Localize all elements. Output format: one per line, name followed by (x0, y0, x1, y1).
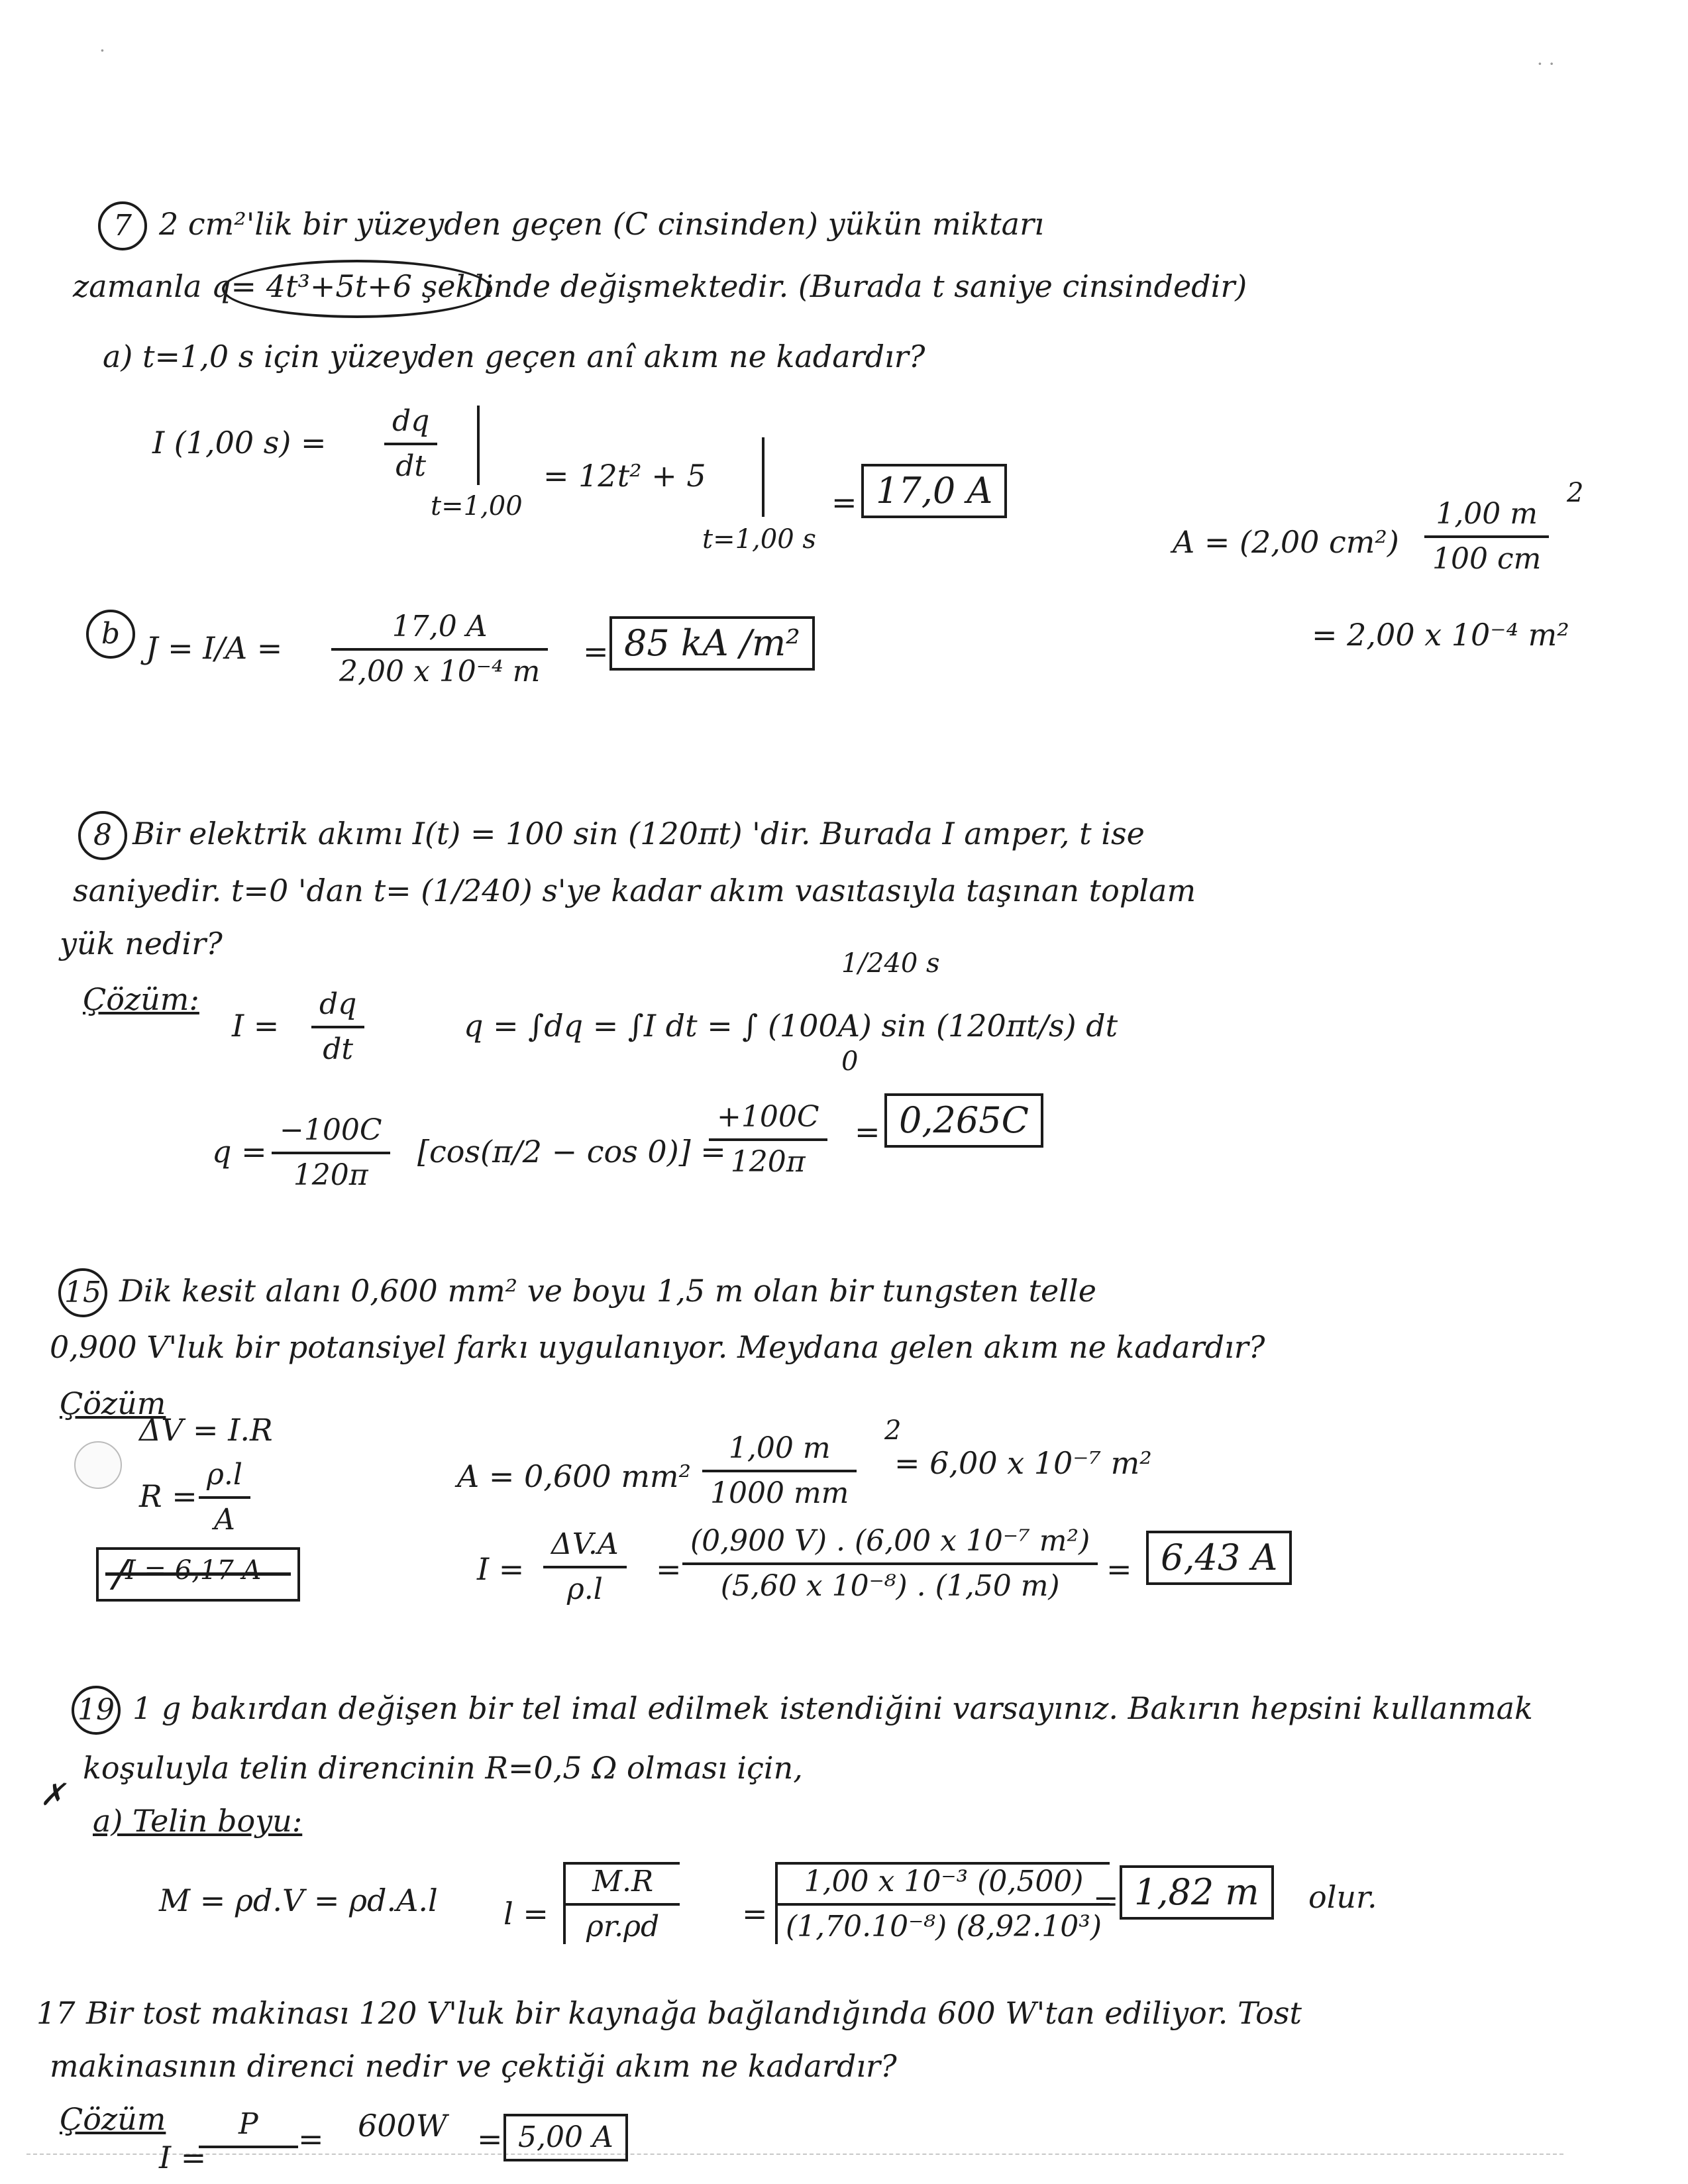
problem-15-sub-top: (0,900 V) . (6,00 x 10⁻⁷ m²) (682, 1524, 1098, 1565)
problem-19-line-2: koşuluyla telin direncinin R=0,5 Ω olması için, (83, 1750, 803, 1786)
problem-8-integral: q = ∫dq = ∫I dt = ∫ (100A) sin (120πt/s) dt (464, 1008, 1118, 1044)
problem-8-q-bottom: 120π (293, 1158, 368, 1192)
problem-19-mass: M = ρd.V = ρd.A.l (159, 1883, 438, 1918)
problem-15-area-result: = 6,00 x 10⁻⁷ m² (894, 1445, 1152, 1481)
problem-15-line-2: 0,900 V'luk bir potansiyel farkı uygulanıyor. Meydana gelen akım ne kadardır? (50, 1329, 1265, 1365)
problem-19-l-top: M.R (566, 1865, 680, 1906)
problem-7-middle: = 12t² + 5 (543, 458, 706, 494)
problem-15-sub-fraction (682, 1524, 1098, 1604)
scan-mark: · · (1537, 53, 1555, 75)
problem-15-current-result: 6,43 A (1146, 1531, 1292, 1585)
problem-15-r-lhs: R = (139, 1478, 197, 1514)
problem-15-i-lhs: I = (477, 1551, 525, 1587)
problem-7-derivative-top: dq (384, 404, 437, 445)
problem-15-r-fraction (199, 1458, 250, 1537)
problem-19-l-fraction (563, 1862, 680, 1944)
problem-8-number: 8 (78, 811, 127, 860)
problem-7-formula-circle (222, 260, 492, 318)
problem-19-sub-top: 1,00 x 10⁻³ (0,500) (778, 1865, 1110, 1906)
problem-8-charge-result: 0,265C (884, 1093, 1043, 1148)
problem-8-upper-limit: 1/240 s (841, 948, 940, 979)
problem-17-solution-label: Çözüm (60, 2101, 166, 2137)
problem-8-q2-fraction (709, 1100, 827, 1179)
problem-15-ohm: ΔV = I.R (139, 1412, 273, 1448)
problem-7-current-lhs: I (1,00 s) = (152, 425, 327, 461)
problem-7-derivative-bottom: dt (396, 449, 427, 483)
problem-17-power: 600W (358, 2108, 448, 2144)
problem-17-eq: = (298, 2121, 324, 2157)
problem-7-density-result: 85 kA /m² (609, 616, 815, 671)
problem-7-eval-at-2: t=1,00 s (702, 524, 816, 555)
problem-15-area-top: 1,00 m (702, 1431, 857, 1472)
problem-8-i-top: dq (311, 987, 364, 1028)
problem-7-area-exponent: 2 (1567, 478, 1584, 508)
problem-17-i-fraction (199, 2107, 298, 2148)
problem-19-length-result: 1,82 m (1120, 1865, 1274, 1920)
problem-15-line-1: Dik kesit alanı 0,600 mm² ve boyu 1,5 m olan bir tungsten telle (119, 1273, 1096, 1309)
problem-15-area-exponent: 2 (884, 1415, 902, 1446)
problem-7-density-fraction (331, 610, 548, 689)
problem-7-line-2: zamanla q= 4t³+5t+6 şeklinde değişmektedir. (Burada t saniye cinsindedir) (73, 268, 1247, 304)
problem-15-struck-text: I = 6,17 A (125, 1555, 262, 1586)
problem-7-area-fraction-top: 1,00 m (1424, 497, 1549, 538)
problem-19-l-bottom: ρr.ρd (586, 1910, 660, 1943)
problem-7-line-3: a) t=1,0 s için yüzeyden geçen anî akım ne kadardır? (103, 339, 925, 374)
problem-15-i-top: ΔV.A (543, 1527, 627, 1568)
problem-7-current-result: 17,0 A (861, 464, 1007, 518)
problem-19-suffix: olur. (1308, 1879, 1377, 1915)
problem-8-line-2: saniyedir. t=0 'dan t= (1/240) s'ye kadar akım vasıtasıyla taşınan toplam (73, 873, 1196, 908)
problem-17-eq2: = (477, 2121, 503, 2157)
problem-7-area-eq: A = (2,00 cm²) (1173, 524, 1399, 560)
problem-7-density-top: 17,0 A (331, 610, 548, 651)
problem-15-strike-mark (110, 1559, 211, 1590)
problem-15-sub-eq: = (1106, 1551, 1132, 1587)
problem-17-number: 17 (36, 1995, 76, 2031)
problem-8-q-eq: = (855, 1114, 880, 1150)
problem-8-q-top: −100C (272, 1113, 390, 1154)
problem-15-i-fraction (543, 1527, 627, 1607)
problem-8-i-def: I = (232, 1008, 280, 1044)
problem-19-number: 19 (72, 1686, 121, 1735)
problem-8-lower-limit: 0 (841, 1046, 859, 1077)
problem-15-r-bottom: A (214, 1503, 235, 1537)
problem-7-part-b-label: b (86, 610, 135, 659)
problem-8-solution-label: Çözüm: (83, 981, 199, 1017)
problem-7-density-bottom: 2,00 x 10⁻⁴ m (339, 655, 541, 688)
problem-15-sub-bottom: (5,60 x 10⁻⁸) . (1,50 m) (720, 1569, 1060, 1603)
problem-7-area-fraction (1424, 497, 1549, 576)
problem-7-eval-bar-1 (477, 406, 480, 485)
problem-19-line-1: 1 g bakırdan değişen bir tel imal edilmek istendiğini varsayınız. Bakırın hepsini kullanmak (132, 1690, 1533, 1726)
problem-8-line-3: yük nedir? (60, 926, 223, 961)
problem-8-q-fraction (272, 1113, 390, 1193)
problem-15-solution-label: Çözüm (60, 1386, 166, 1421)
problem-7-line-1: 2 cm²'lik bir yüzeyden geçen (C cinsinden) yükün miktarı (159, 206, 1044, 242)
problem-15-area-lhs: A = 0,600 mm² (457, 1458, 691, 1494)
problem-19-l-eq: = (742, 1896, 768, 1932)
problem-8-line-1: Bir elektrik akımı I(t) = 100 sin (120πt) 'dir. Burada I amper, t ise (132, 816, 1145, 851)
problem-15-number: 15 (58, 1268, 107, 1317)
scan-hole (74, 1441, 122, 1489)
problem-17-line-1: Bir tost makinası 120 V'luk bir kaynağa bağlandığında 600 W'tan ediliyor. Tost (86, 1995, 1302, 2031)
problem-15-i-eq: = (656, 1551, 682, 1587)
problem-15-i-bottom: ρ.l (566, 1572, 603, 1606)
problem-19-sub-fraction (775, 1862, 1110, 1944)
problem-17-partial-result: 5,00 A (503, 2114, 628, 2161)
problem-7-density-eq: = (583, 633, 609, 669)
problem-7-area-result: = 2,00 x 10⁻⁴ m² (1312, 617, 1569, 653)
problem-7-equals: = (831, 484, 857, 520)
problem-7-eval-at-1: t=1,00 (431, 491, 523, 521)
problem-17-i-top: P (199, 2107, 298, 2148)
problem-17-line-2: makinasının direnci nedir ve çektiği akım ne kadardır? (50, 2048, 897, 2084)
problem-15-struck-answer (96, 1547, 300, 1602)
problem-8-q2-top: +100C (709, 1100, 827, 1141)
problem-19-line-3: a) Telin boyu: (93, 1803, 303, 1839)
problem-7-number: 7 (98, 201, 147, 250)
problem-15-area-bottom: 1000 mm (710, 1476, 849, 1510)
problem-7-density-lhs: J = I/A = (146, 630, 283, 666)
problem-7-eval-bar-2 (762, 437, 765, 517)
problem-19-sub-eq: = (1093, 1883, 1119, 1918)
problem-7-area-fraction-bottom: 100 cm (1432, 542, 1542, 576)
problem-8-i-fraction (311, 987, 364, 1067)
problem-8-i-bottom: dt (323, 1032, 354, 1066)
problem-19-l-lhs: l = (503, 1896, 549, 1932)
scan-bottom-line (26, 2154, 1563, 2155)
problem-17-i-lhs: I = (159, 2140, 207, 2175)
problem-15-r-top: ρ.l (199, 1458, 250, 1499)
problem-8-q-bracket: [cos(π/2 − cos 0)] = (417, 1134, 726, 1170)
problem-15-area-fraction (702, 1431, 857, 1511)
problem-8-q2-bottom: 120π (730, 1145, 806, 1179)
problem-19-margin-mark: ✗ (40, 1776, 66, 1812)
problem-8-q-lhs: q = (212, 1134, 267, 1170)
scan-mark: · (99, 40, 105, 62)
problem-7-derivative (384, 404, 437, 484)
problem-19-sub-bottom: (1,70.10⁻⁸) (8,92.10³) (786, 1910, 1102, 1943)
